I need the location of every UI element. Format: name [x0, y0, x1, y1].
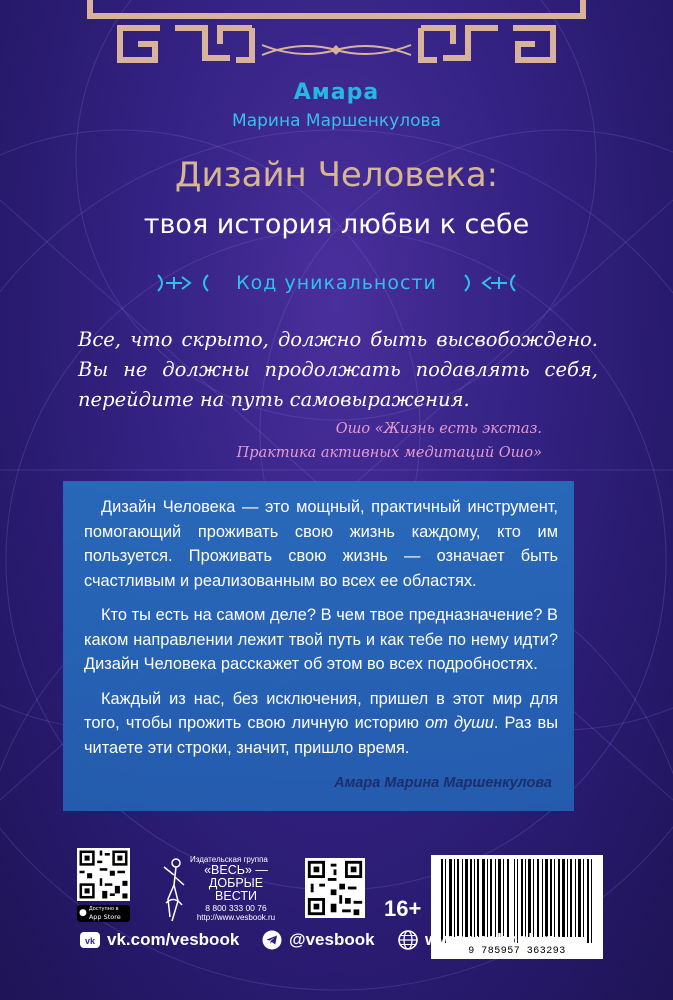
app-store-line2: App Store [88, 912, 121, 921]
epigraph-source-line1: Ошо «Жизнь есть экстаз. [335, 421, 542, 437]
top-ornament [0, 0, 673, 90]
annotation-p3-start: Каждый из нас, без исключения, пришел в этот мир для того, чтобы прожить свою личную историю [84, 689, 558, 732]
annotation-p3-emphasis: от души [425, 714, 494, 732]
series-line [0, 268, 673, 298]
publisher-name-2: ДОБРЫЕ ВЕСТИ [208, 876, 264, 903]
apple-icon: ● [79, 907, 87, 918]
app-qr-code-icon[interactable] [77, 848, 130, 901]
author-pseudonym: Амара [293, 80, 380, 105]
age-rating: 16+ [384, 896, 422, 921]
website-link-text: www.vesbook.ru [425, 930, 560, 949]
epigraph-source [150, 417, 542, 465]
author-full-name: Марина Маршенкулова [232, 111, 441, 131]
book-subtitle: твоя история любви к себе [143, 209, 530, 240]
annotation-signature: Амара Марина Маршенкулова [334, 775, 552, 791]
website-qr-code-icon[interactable] [305, 858, 365, 918]
publisher-text [190, 855, 282, 922]
publisher-logo-figure-icon [160, 855, 188, 923]
telegram-icon [262, 930, 282, 950]
social-links-row [0, 930, 673, 954]
publisher-url[interactable]: http://www.vesbook.ru [196, 913, 276, 922]
publisher-block [160, 855, 280, 925]
publisher-phone: 8 800 333 00 76 [205, 903, 267, 913]
isbn-digits: 9 785957 363293 [468, 946, 566, 957]
app-store-line1: Доступно в [88, 906, 119, 912]
telegram-link-text: @vesbook [289, 930, 375, 949]
right-symbol-glyph-icon [459, 271, 521, 295]
annotation-text [84, 495, 558, 770]
annotation-paragraph-1: Дизайн Человека — это мощный, практичный инструмент, помогающий проживать свою жизнь каждому, кто им пользуется. Проживать свою жизнь — означает быть счастливым и реализованным во всех ее областях. [84, 498, 558, 590]
app-store-badge[interactable] [77, 905, 130, 922]
publisher-name-1: «ВЕСЬ» — [204, 863, 268, 877]
epigraph-quote: Все, что скрыто, должно быть высвобождено. Вы не должны продолжать подавлять себя, перейдите на путь самовыражения. [78, 328, 598, 411]
app-store-badge-text [89, 906, 121, 921]
series-label: Код уникальности [236, 272, 437, 294]
book-title: Дизайн Человека: [174, 155, 499, 195]
left-symbol-glyph-icon [152, 271, 214, 295]
publisher-group-label: Издательская группа [190, 855, 268, 864]
globe-icon [398, 930, 418, 950]
annotation-paragraph-2: Кто ты есть на самом деле? В чем твое предназначение? В каком направлении лежит твой путь и как тебе по нему идти? Дизайн Человека расскажет об этом во всех подробностях. [84, 606, 558, 673]
website-link[interactable] [398, 930, 559, 950]
annotation-paragraph-3 [84, 687, 558, 761]
vk-link-text: vk.com/vesbook [107, 930, 240, 949]
annotation-p3-end: . Раз вы читаете эти строки, значит, пришло время. [84, 714, 558, 757]
svg-text:vk: vk [84, 936, 96, 946]
vk-icon [80, 930, 100, 950]
epigraph-source-line2: Практика активных медитаций Ошо» [236, 445, 542, 461]
telegram-link[interactable] [262, 930, 375, 950]
vk-link[interactable] [80, 930, 239, 950]
